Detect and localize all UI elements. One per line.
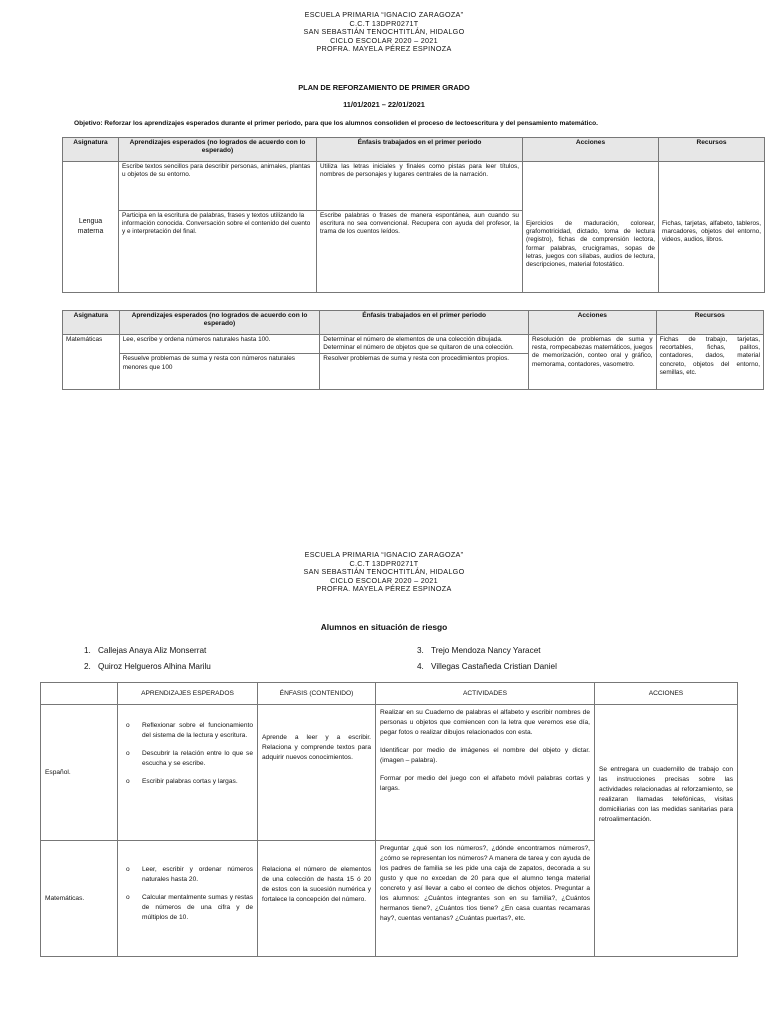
school-header [0,551,768,594]
school-location: SAN SEBASTIÁN TENOCHTITLÁN, HIDALGO [303,27,465,37]
aprendizaje-cell: Participa en la escritura de palabras, frases y textos utilizando la información conocida. Conversación sobre el contenido del cuento y e interpretación del final. [119,211,317,293]
student-name: Villegas Castañeda Cristian Daniel [431,662,557,671]
header-enfasis: Énfasis trabajados en el primer periodo [320,311,529,335]
header-aprendizajes: Aprendizajes esperados (no logrados de acuerdo con lo esperado) [119,138,317,162]
table-row [63,335,764,354]
school-cycle: CICLO ESCOLAR 2020 – 2021 [330,35,438,45]
subject-cell: Matemáticas [63,335,120,390]
list-item: 3. Trejo Mendoza Nancy Yaracet [417,646,541,655]
school-location: SAN SEBASTIÁN TENOCHTITLÁN, HIDALGO [303,567,465,577]
student-name: Trejo Mendoza Nancy Yaracet [431,646,541,655]
recursos-cell: Fichas de trabajo, tarjetas, recortables, fichas, palitos, contadores, dados, material concreto, objetos del entorno, semillas, etc. [656,335,763,390]
school-cct: C.C.T 13DPR0271T [349,558,419,568]
student-name: Quiroz Helgueros Alhina Marilu [98,662,211,671]
table-row [63,162,765,211]
header-enfasis: ÉNFASIS (CONTENIDO) [258,683,376,705]
header-actividades: ACTIVIDADES [376,683,595,705]
student-list-right [417,643,557,675]
list-item: 4. Villegas Castañeda Cristian Daniel [417,662,557,671]
header-asignatura: Asignatura [63,138,119,162]
student-list-left [84,643,211,675]
list-item: o Descubrir la relación entre lo que se escucha y se escribe. [126,750,253,767]
acciones-cell: Resolución de problemas de suma y resta, rompecabezas matemáticos, juegos de memorización, conteo oral y gráfico, memorama, contadores, vasometro. [528,335,656,390]
aprendizajes-cell [118,841,258,957]
header-aprendizajes: Aprendizajes esperados (no logrados de acuerdo con lo esperado) [119,311,320,335]
school-cycle: CICLO ESCOLAR 2020 – 2021 [330,575,438,585]
aprendizaje-cell: Resuelve problemas de suma y resta con números naturales menores que 100 [119,354,320,390]
header-asignatura: Asignatura [63,311,120,335]
list-item: o Reflexionar sobre el funcionamiento del sistema de la lectura y escritura. [126,722,253,739]
subject-cell: Español. [41,705,118,841]
list-item: o Leer, escribir y ordenar números naturales hasta 20. [126,866,253,883]
header-acciones: ACCIONES [595,683,738,705]
header-blank [41,683,118,705]
header-aprendizajes: APRENDIZAJES ESPERADOS [118,683,258,705]
header-recursos: Recursos [659,138,765,162]
list-item: 2. Quiroz Helgueros Alhina Marilu [84,662,211,671]
acciones-cell: Ejercicios de maduración, colorear, grafomotricidad, dictado, toma de lectura (registro), fichas de comprensión lectora, formar palabras, crucigramas, sopas de letras, juegos con sílabas, audios de lectura, descripciones, material fotostático. [523,162,659,293]
teacher-name: PROFRA. MAYELA PÉREZ ESPINOZA [316,584,452,594]
list-item: o Calcular mentalmente sumas y restas de números de una cifra y de múltiplos de 10. [126,894,253,921]
aprendizaje-cell: Lee, escribe y ordena números naturales hasta 100. [119,335,320,354]
risk-title: Alumnos en situación de riesgo [320,622,448,632]
school-name: ESCUELA PRIMARIA “IGNACIO ZARAGOZA” [304,10,464,19]
plan-title: PLAN DE REFORZAMIENTO DE PRIMER GRADO [298,83,470,92]
student-name: Callejas Anaya Aliz Monserrat [98,646,207,655]
subject-cell: Lengua materna [63,162,119,293]
aprendizajes-cell [118,705,258,841]
header-acciones: Acciones [528,311,656,335]
recursos-cell: Fichas, tarjetas, alfabeto, tableros, marcadores, objetos del entorno, videos, audios, libros. [659,162,765,293]
school-cct: C.C.T 13DPR0271T [349,18,419,28]
list-item: o Escribir palabras cortas y largas. [126,778,238,785]
plan-dates: 11/01/2021 – 22/01/2021 [343,100,425,109]
list-item: 1. Callejas Anaya Aliz Monserrat [84,646,207,655]
header-enfasis: Énfasis trabajados en el primer periodo [317,138,523,162]
subject-cell: Matemáticas. [41,841,118,957]
enfasis-cell: Aprende a leer y a escribir. Relaciona y comprende textos para adquirir nuevos conocimientos. [258,705,376,841]
table-row [41,705,738,841]
aprendizaje-cell: Escribe textos sencillos para describir personas, animales, plantas u objetos de su entorno. [119,162,317,211]
school-header [0,11,768,54]
acciones-cell: Se entregara un cuadernillo de trabajo con las instrucciones precisas sobre las actividades relacionadas al reforzamiento, se realizaran llamadas telefónicas, visitas domiciliarias con las medidas sanitarias para retroalimentación. [595,705,738,957]
actividades-cell: Preguntar ¿qué son los números?, ¿dónde encontramos números?, ¿cómo se representan los números? A manera de tarea y con ayuda de los padres de familia se les pide una caja de zapatos, decorada a su gusto y que no excedan de 20 para que el alumno tenga material concreto y así llevar a cabo el conteo de dichos objetos. Preguntar a los alumnos: ¿Cuántos integrantes son en su familia?, ¿Cuántos hermanos tiene?, ¿Cuántos tíos tiene? ¿En casa cuantas recamaras hay?, cuentas ventanas? ¿Cuántas puertas?, etc. [376,841,595,957]
actividades-cell: Realizar en su Cuaderno de palabras el alfabeto y escribir nombres de personas u objetos que comiencen con la letra que veremos ese día, pegar fotos o realizar dibujos relacionados con esta. Identificar por medio de imágenes el nombre del objeto y dictar. (imagen – palabra). Formar por medio del juego con el alfabeto móvil palabras cortas y largas. [376,705,595,841]
teacher-name: PROFRA. MAYELA PÉREZ ESPINOZA [316,44,452,54]
enfasis-cell: Resolver problemas de suma y resta con procedimientos propios. [320,354,529,390]
enfasis-cell: Relaciona el número de elementos de una colección de hasta 15 ó 20 de estos con la sucesión numérica y fortalece la concepción del número. [258,841,376,957]
lengua-materna-table [62,137,765,293]
matematicas-table [62,310,764,390]
enfasis-cell: Determinar el número de elementos de una colección dibujada. Determinar el número de objetos que se quitaron de una colección. [320,335,529,354]
enfasis-cell: Utiliza las letras iniciales y finales como pistas para leer títulos, nombres de personajes y lugares centrales de la narración. [317,162,523,211]
header-recursos: Recursos [656,311,763,335]
header-acciones: Acciones [523,138,659,162]
school-name: ESCUELA PRIMARIA “IGNACIO ZARAGOZA” [304,550,464,559]
enfasis-cell: Escribe palabras o frases de manera espontánea, aun cuando su escritura no sea convencional. Recupera con ayuda del profesor, la trama de los cuentos leídos. [317,211,523,293]
plan-objective: Objetivo: Reforzar los aprendizajes esperados durante el primer periodo, para que los alumnos consoliden el proceso de lectoescritura y del pensamiento matemático. [74,120,598,127]
risk-plan-table [40,682,738,957]
